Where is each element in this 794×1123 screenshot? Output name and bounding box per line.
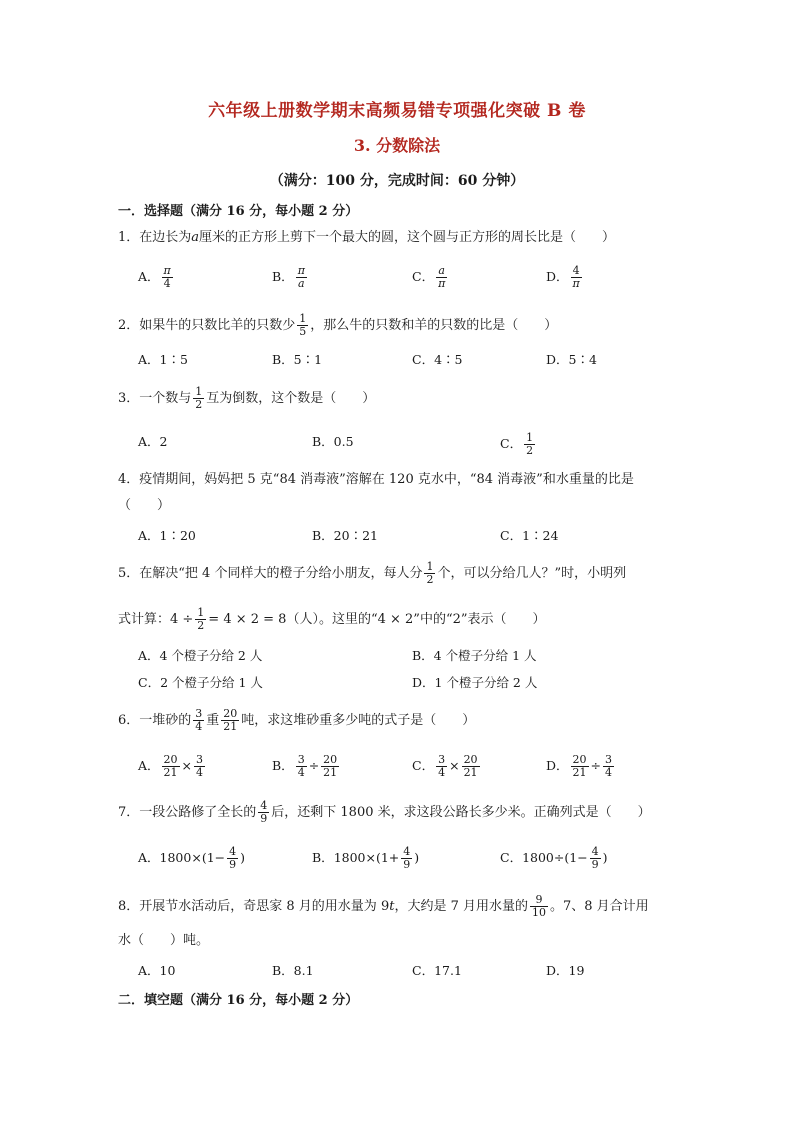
q5-option-c: C．2 个橙子分给 1 人	[138, 675, 263, 690]
q2-option-d: D．5∶4	[546, 352, 597, 367]
q1-option-c: C． $\frac{a}{\pi}$	[412, 264, 446, 290]
q4-option-b: B．20∶21	[312, 528, 378, 543]
q8-option-c: C．17.1	[412, 963, 462, 978]
q1-stem-start: 1．在边长为	[118, 230, 192, 245]
chapter-title: 3. 分数除法	[353, 136, 441, 155]
question-5-line-1: 5．在解决“把 4 个同样大的橙子分给小朋友，每人分 $\frac{1}{2}$ 个，可以分给几人？”时，小明列	[118, 560, 627, 586]
q7-option-c: C．1800÷(1− $\frac{4}{9}$ )	[500, 845, 608, 871]
q7-option-b: B．1800×(1+ $\frac{4}{9}$ )	[312, 845, 420, 871]
section-2-title: 二．填空题（满分 16 分，每小题 2 分）	[118, 993, 359, 1008]
q8-option-b: B．8.1	[272, 963, 314, 978]
question-7: 7．一段公路修了全长的 $\frac{4}{9}$ 后，还剩下 1800 米，求这段公路长多少米。正确列式是（ ）	[118, 799, 651, 825]
question-8-line-1: 8．开展节水活动后，奇思家 8 月的用水量为 9t，大约是 7 月用水量的 $\frac{9}{10}$ 。7、8 月合计用	[118, 893, 649, 919]
q4-option-c: C．1∶24	[500, 528, 559, 543]
q6-option-d: D． $\frac{20}{21}$ ÷ $\frac{3}{4}$	[546, 753, 613, 779]
q3-option-c: C． $\frac{1}{2}$	[500, 431, 534, 457]
q4-option-a: A．1∶20	[138, 528, 196, 543]
q2-option-a: A．1∶5	[138, 352, 188, 367]
q3-option-b: B．0.5	[312, 434, 354, 449]
question-8-line-2: 水（ ）吨。	[118, 933, 210, 948]
question-5-line-2: 式计算：4 ÷ $\frac{1}{2}$ = 4 × 2 = 8（人）。这里的“4 × 2”中的“2”表示（ ）	[118, 606, 546, 632]
q8-option-d: D．19	[546, 963, 585, 978]
question-3: 3．一个数与 $\frac{1}{2}$ 互为倒数，这个数是（ ）	[118, 385, 376, 411]
question-1	[118, 228, 615, 248]
q6-option-c: C． $\frac{3}{4}$ × $\frac{20}{21}$	[412, 753, 478, 779]
q8-option-a: A．10	[138, 963, 176, 978]
q5-option-d: D．1 个橙子分给 2 人	[412, 675, 538, 690]
q2-option-b: B．5∶1	[272, 352, 323, 367]
q5-fraction-2: $\frac{1}{2}$	[197, 606, 205, 632]
q2-fraction: $\frac{1}{5}$	[299, 312, 307, 338]
q5-option-a: A．4 个橙子分给 2 人	[138, 648, 263, 663]
exam-title: 六年级上册数学期末高频易错专项强化突破 B 卷	[208, 101, 586, 121]
q5-fraction: $\frac{1}{2}$	[426, 560, 434, 586]
q7-option-a: A．1800×(1− $\frac{4}{9}$ )	[138, 845, 246, 871]
section-1-title: 一．选择题（满分 16 分，每小题 2 分）	[118, 204, 359, 219]
q5-option-b: B．4 个橙子分给 1 人	[412, 648, 537, 663]
q3-option-a: A．2	[138, 434, 168, 449]
question-6: 6．一堆砂的 $\frac{3}{4}$ 重 $\frac{20}{21}$ 吨，求这堆砂重多少吨的式子是（ ）	[118, 707, 476, 733]
q1-stem-end: 厘米的正方形上剪下一个最大的圆，这个圆与正方形的周长比是（ ）	[199, 230, 616, 245]
q1-option-b: B． $\frac{\pi}{a}$	[272, 264, 305, 290]
q2-option-c: C．4∶5	[412, 352, 463, 367]
question-2: 2．如果牛的只数比羊的只数少 $\frac{1}{5}$ ，那么牛的只数和羊的只数的比是（ ）	[118, 312, 558, 338]
q1-option-a: A． $\frac{\pi}{4}$	[138, 264, 171, 290]
question-4-line-1: 4．疫情期间，妈妈把 5 克“84 消毒液”溶解在 120 克水中，“84 消毒液”和水重量的比是	[118, 472, 634, 487]
score-info: （满分：100 分，完成时间：60 分钟）	[269, 173, 525, 189]
q1-option-d: D． $\frac{4}{\pi}$	[546, 264, 580, 290]
q1-variable: a	[191, 230, 200, 245]
question-4-line-2: （ ）	[118, 498, 171, 513]
q6-option-b: B． $\frac{3}{4}$ ÷ $\frac{20}{21}$	[272, 753, 338, 779]
q3-fraction: $\frac{1}{2}$	[195, 385, 203, 411]
q6-option-a: A． $\frac{20}{21}$ × $\frac{3}{4}$	[138, 753, 204, 779]
